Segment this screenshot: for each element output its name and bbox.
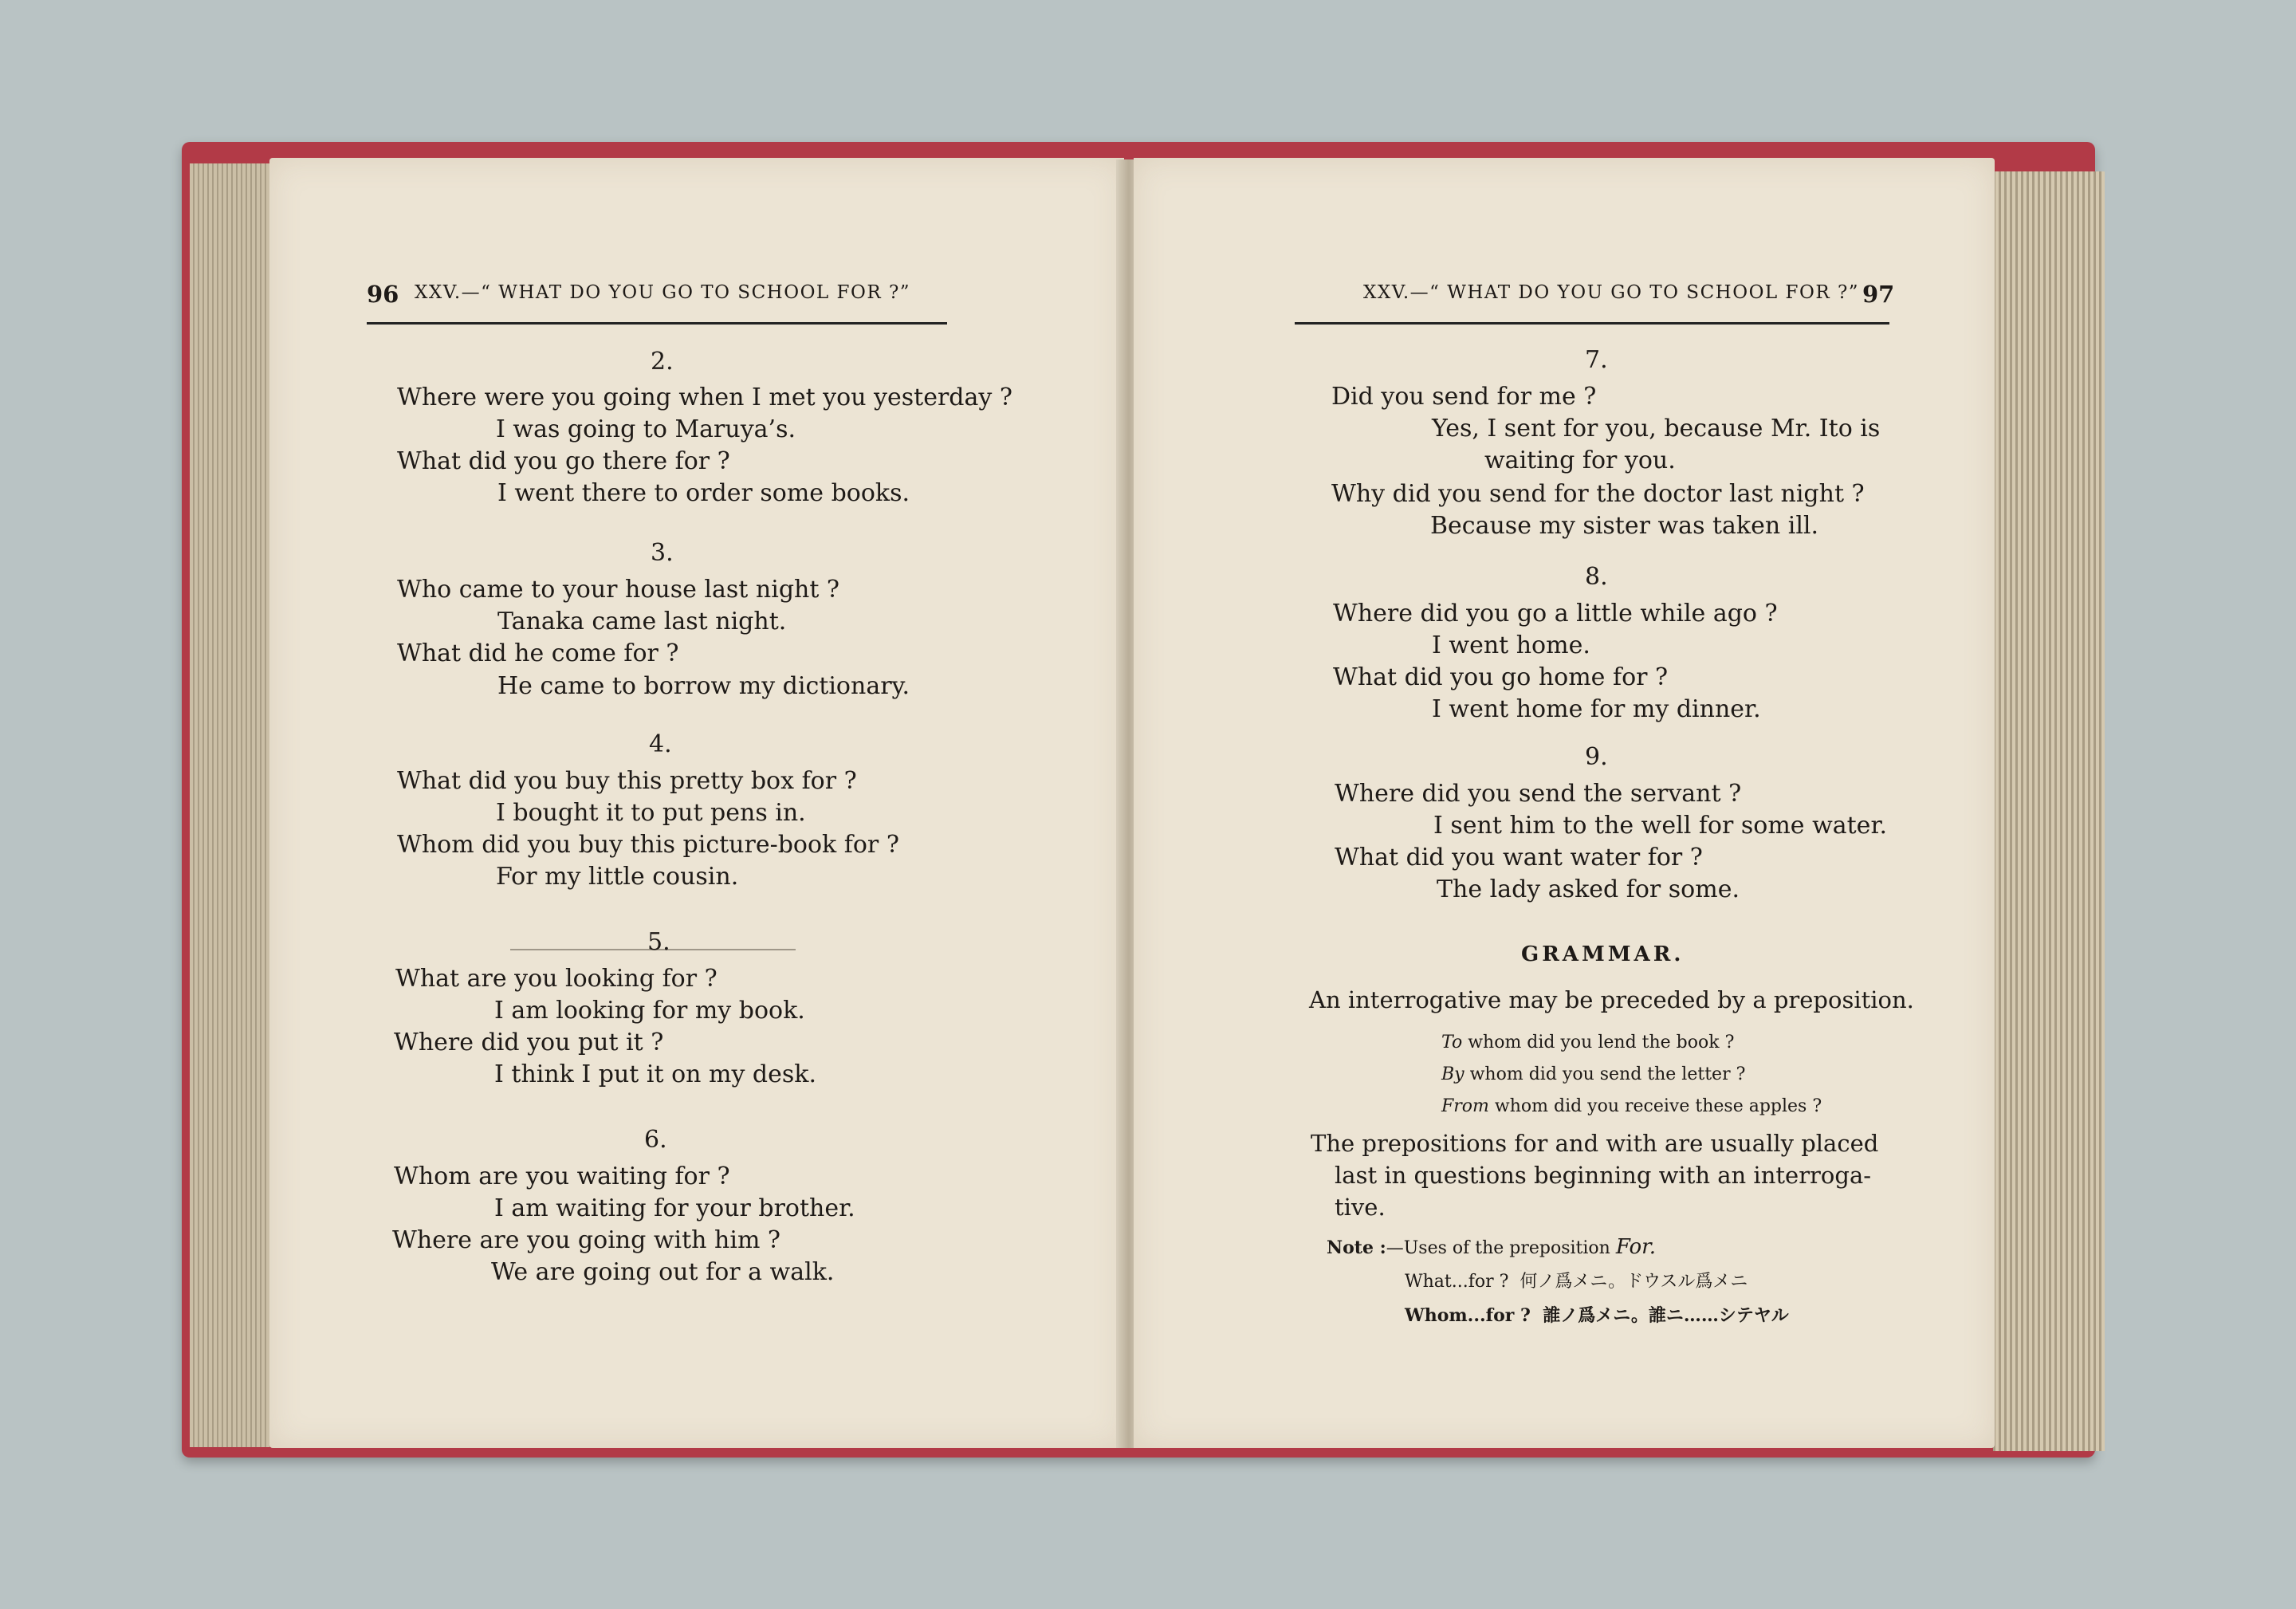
question: Who came to your house last night ? — [397, 576, 840, 604]
answer: I am looking for my book. — [494, 997, 805, 1025]
answer: I am waiting for your brother. — [494, 1194, 855, 1222]
grammar-paragraph-line: tive. — [1335, 1194, 1386, 1221]
answer: I went home. — [1432, 631, 1590, 659]
page-edges-right — [1993, 171, 2105, 1451]
answer: I was going to Maruya’s. — [496, 415, 796, 443]
section-number: 4. — [649, 730, 672, 758]
answer: We are going out for a walk. — [491, 1258, 835, 1286]
note-line — [1327, 1233, 1656, 1263]
answer: I went there to order some books. — [497, 479, 910, 507]
note-japanese: 何ノ爲メニ。ドウスル爲メニ — [1520, 1272, 1748, 1292]
answer-continued: waiting for you. — [1484, 447, 1676, 474]
answer: The lady asked for some. — [1437, 875, 1740, 903]
question: Did you send for me ? — [1331, 383, 1597, 411]
section-number: 2. — [651, 348, 674, 376]
note-word: For. — [1615, 1235, 1656, 1259]
question: Whom did you buy this picture-book for ? — [397, 831, 899, 859]
question: What did you go there for ? — [397, 447, 730, 475]
note-english: What...for ? — [1405, 1272, 1509, 1292]
example-sentence — [1441, 1060, 1745, 1089]
question: What did you go home for ? — [1333, 663, 1669, 691]
header-rule — [367, 322, 947, 325]
answer: For my little cousin. — [496, 863, 739, 891]
running-header: XXV.—“ WHAT DO YOU GO TO SCHOOL FOR ?” — [415, 282, 911, 303]
answer: Because my sister was taken ill. — [1430, 512, 1819, 540]
answer: I think I put it on my desk. — [494, 1060, 817, 1088]
note-japanese: 誰ノ爲メニ。誰ニ……シテヤル — [1543, 1305, 1789, 1326]
example-sentence — [1441, 1029, 1734, 1057]
page-edges-left — [190, 163, 277, 1447]
question: Where are you going with him ? — [392, 1226, 781, 1254]
question: What did you buy this pretty box for ? — [397, 767, 857, 795]
answer: I went home for my dinner. — [1432, 695, 1761, 723]
example-rest: whom did you lend the book ? — [1462, 1033, 1735, 1052]
question: Where did you send the servant ? — [1335, 780, 1742, 808]
example-preposition: To — [1441, 1033, 1463, 1052]
question: What are you looking for ? — [395, 965, 718, 993]
note-english: Whom...for ? — [1405, 1305, 1531, 1326]
question: Why did you send for the doctor last night ? — [1331, 480, 1865, 508]
question: What did you want water for ? — [1335, 844, 1703, 871]
section-number: 6. — [644, 1126, 667, 1154]
answer: He came to borrow my dictionary. — [497, 672, 910, 700]
note-label: Note : — [1327, 1237, 1386, 1258]
answer: Tanaka came last night. — [497, 608, 787, 635]
header-rule — [1295, 322, 1889, 325]
note-row — [1405, 1268, 1748, 1296]
answer: Yes, I sent for you, because Mr. Ito is — [1432, 415, 1881, 443]
running-header: XXV.—“ WHAT DO YOU GO TO SCHOOL FOR ?” — [1363, 282, 1860, 303]
question: What did he come for ? — [397, 639, 679, 667]
question: Where did you go a little while ago ? — [1333, 600, 1778, 627]
question: Whom are you waiting for ? — [394, 1162, 730, 1190]
page-number: 96 — [367, 281, 399, 308]
section-number: 7. — [1585, 346, 1608, 374]
grammar-paragraph-line: The prepositions for and with are usually placed — [1311, 1130, 1879, 1157]
left-page — [269, 158, 1124, 1448]
example-sentence — [1441, 1092, 1822, 1121]
note-text: —Uses of the preposition — [1386, 1238, 1616, 1258]
grammar-rule: An interrogative may be preceded by a preposition. — [1309, 986, 1914, 1013]
answer: I sent him to the well for some water. — [1433, 812, 1888, 840]
example-preposition: By — [1441, 1064, 1464, 1084]
answer: I bought it to put pens in. — [496, 799, 806, 827]
example-rest: whom did you send the letter ? — [1464, 1064, 1746, 1084]
grammar-paragraph-line: last in questions beginning with an interroga- — [1335, 1162, 1872, 1189]
section-number: 3. — [651, 539, 674, 567]
section-number: 9. — [1585, 743, 1608, 771]
question: Where were you going when I met you yesterday ? — [397, 384, 1012, 411]
note-row — [1405, 1301, 1789, 1330]
grammar-heading: GRAMMAR. — [1521, 942, 1685, 966]
section-number: 8. — [1585, 563, 1608, 591]
question: Where did you put it ? — [394, 1029, 664, 1056]
page-number: 97 — [1862, 281, 1895, 308]
right-page — [1134, 158, 1995, 1448]
example-rest: whom did you receive these apples ? — [1488, 1096, 1822, 1116]
section-number: 5. — [647, 928, 670, 956]
example-preposition: From — [1441, 1096, 1489, 1116]
